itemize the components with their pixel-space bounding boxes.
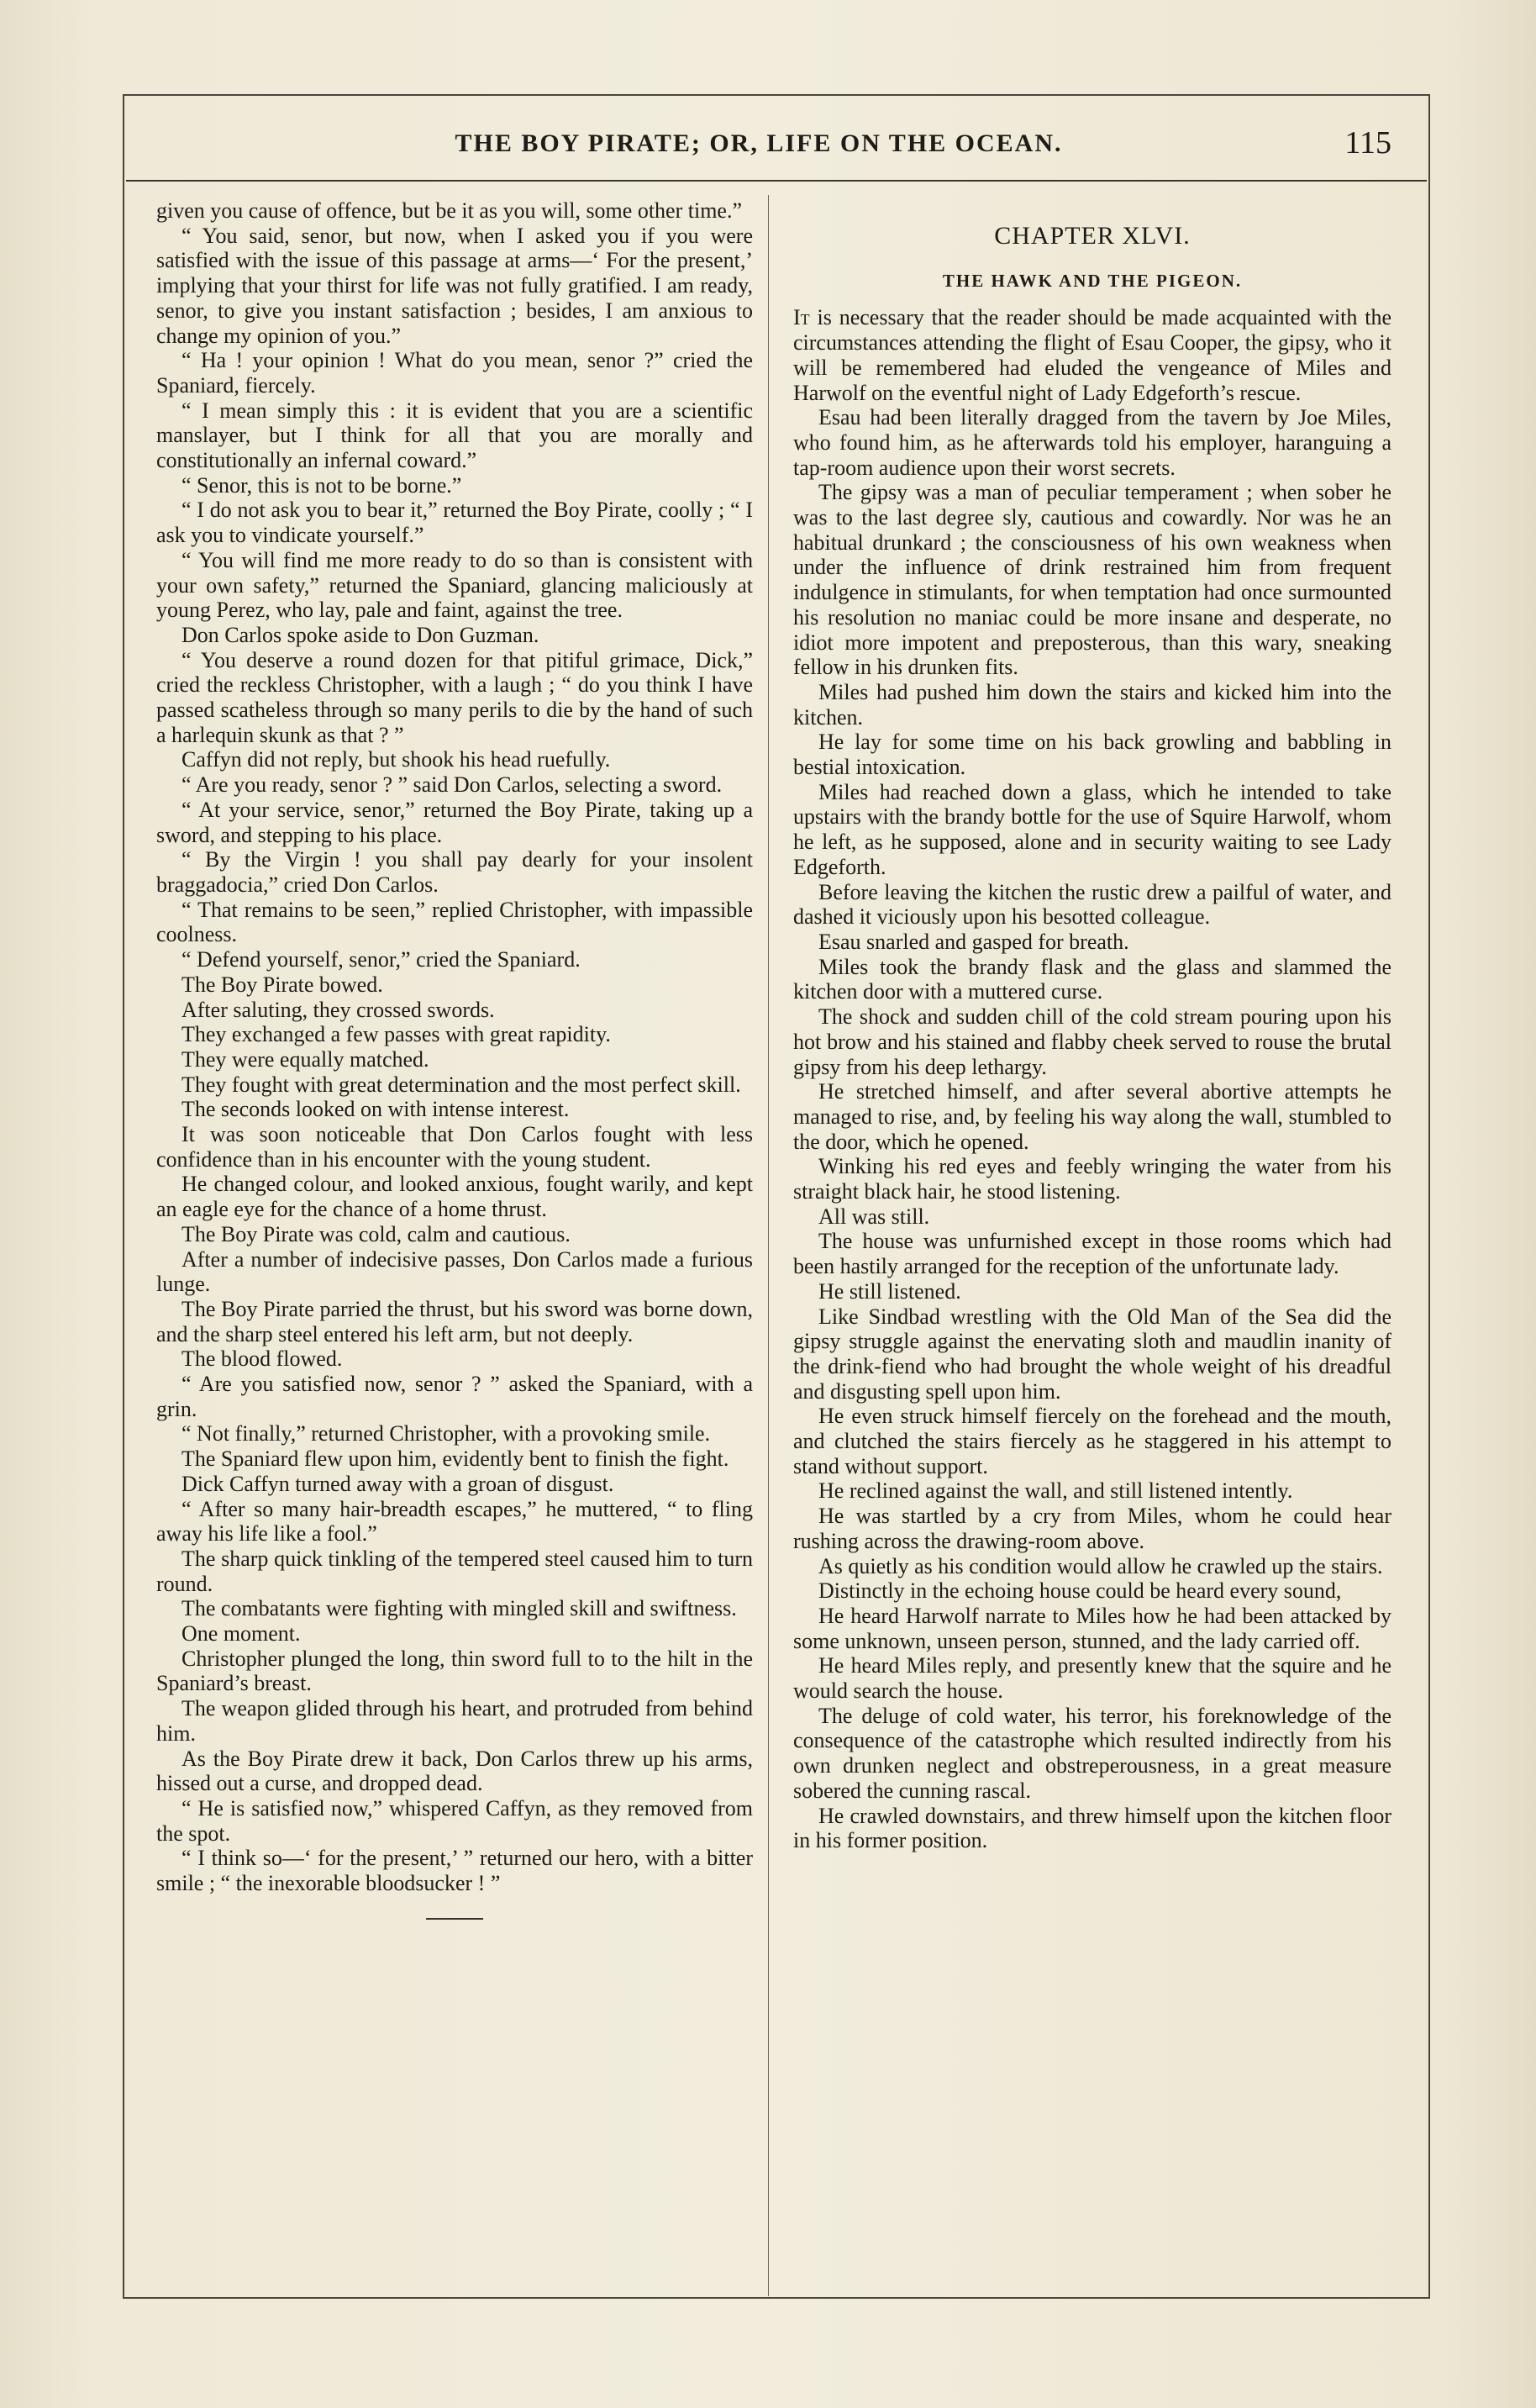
paragraph: The blood flowed. xyxy=(181,1346,343,1372)
paragraph: The shock and sudden chill of the cold stream pouring upon his hot brow and his stained and flabby cheek served to rouse the brutal gipsy from his deep lethargy. xyxy=(793,1004,1391,1079)
paragraph: Miles had reached down a glass, which he intended to take upstairs with the brandy bottle for the use of Squire Harwolf, whom he left, as he supposed, alone and in security waiting to see Lady Edgeforth. xyxy=(793,779,1391,879)
paragraph: The sharp quick tinkling of the tempered steel caused him to turn round. xyxy=(156,1546,753,1596)
paragraph: “ Are you satisfied now, senor ? ” asked the Spaniard, with a grin. xyxy=(156,1372,753,1421)
paragraph: “ You will find me more ready to do so than is consistent with your own safety,” returned the Spaniard, glancing maliciously at young Perez, who lay, pale and faint, against the tree. xyxy=(156,547,753,623)
paragraph: “ Senor, this is not to be borne.” xyxy=(181,472,462,498)
paragraph: The Boy Pirate bowed. xyxy=(181,972,383,997)
paragraph: “ You deserve a round dozen for that pitiful grimace, Dick,” cried the reckless Christopher, with a laugh ; “ do you think I have passed scatheless through so many perils to die by the hand of such a harlequin skunk as that ? ” xyxy=(156,647,753,747)
paragraph: “ Defend yourself, senor,” cried the Spaniard. xyxy=(181,947,581,972)
paragraph: As the Boy Pirate drew it back, Don Carlos threw up his arms, hissed out a curse, and dropped dead. xyxy=(156,1746,753,1796)
paragraph: It was soon noticeable that Don Carlos fought with less confidence than in his encounter with the young student. xyxy=(156,1122,753,1172)
paragraph: He stretched himself, and after several abortive attempts he managed to rise, and, by feeling his way along the wall, stumbled to the door, which he opened. xyxy=(793,1079,1391,1154)
paragraph: Miles had pushed him down the stairs and kicked him into the kitchen. xyxy=(793,679,1391,730)
paragraph: Caffyn did not reply, but shook his head ruefully. xyxy=(181,747,611,772)
paragraph: The house was unfurnished except in those rooms which had been hastily arranged for the reception of the unfortunate lady. xyxy=(793,1229,1391,1279)
paragraph: They fought with great determination and the most perfect skill. xyxy=(181,1072,741,1097)
paragraph: “ Are you ready, senor ? ” said Don Carlos, selecting a sword. xyxy=(181,772,723,798)
paragraph: Like Sindbad wrestling with the Old Man of the Sea did the gipsy struggle against the enervating sloth and maudlin inanity of the drink-fiend who had brought the whole weight of his dreadful and disgusting spell upon him. xyxy=(793,1304,1391,1404)
column-divider xyxy=(768,195,769,2296)
paragraph: Esau had been literally dragged from the tavern by Joe Miles, who found him, as he afterwards told his employer, haranguing a tap-room audience upon their worst secrets. xyxy=(793,405,1391,480)
paragraph: The deluge of cold water, his terror, his foreknowledge of the consequence of the catastrophe which resulted indirectly from his own drunken neglect and obstreperousness, in a great measure sobered the cunning rascal. xyxy=(793,1703,1391,1803)
paragraph: The Boy Pirate was cold, calm and cautious. xyxy=(181,1221,571,1246)
paragraph: “ Not finally,” returned Christopher, with a provoking smile. xyxy=(181,1421,711,1446)
paragraph: All was still. xyxy=(818,1204,930,1229)
paragraph: The Boy Pirate parried the thrust, but his sword was borne down, and the sharp steel entered his left arm, but not deeply. xyxy=(156,1296,753,1346)
chapter-subtitle: THE HAWK AND THE PIGEON. xyxy=(942,270,1243,291)
paragraph: After saluting, they crossed swords. xyxy=(181,997,495,1022)
paragraph: They exchanged a few passes with great rapidity. xyxy=(181,1022,611,1047)
paragraph: The Spaniard flew upon him, evidently bent to finish the fight. xyxy=(181,1446,729,1472)
paragraph: After a number of indecisive passes, Don Carlos made a furious lunge. xyxy=(156,1246,753,1297)
opening-word: It xyxy=(793,305,810,330)
paragraph: The seconds looked on with intense interest. xyxy=(181,1097,570,1122)
paragraph: Dick Caffyn turned away with a groan of disgust. xyxy=(181,1471,614,1496)
paragraph: As quietly as his condition would allow he crawled up the stairs. xyxy=(818,1553,1383,1578)
running-title: THE BOY PIRATE; OR, LIFE ON THE OCEAN. xyxy=(455,129,1063,157)
paragraph: Don Carlos spoke aside to Don Guzman. xyxy=(181,622,539,647)
paragraph: “ That remains to be seen,” replied Christopher, with impassible coolness. xyxy=(156,897,753,947)
page-header xyxy=(126,118,1391,168)
paragraph: “ At your service, senor,” returned the Boy Pirate, taking up a sword, and stepping to his place. xyxy=(156,797,753,847)
paragraph: He still listened. xyxy=(818,1278,961,1304)
paragraph: The weapon glided through his heart, and protruded from behind him. xyxy=(156,1696,753,1746)
paragraph: “ I mean simply this : it is evident that you are a scientific manslayer, but I think for all that you are morally and constitutionally an infernal coward.” xyxy=(156,398,753,473)
paragraph: The gipsy was a man of peculiar temperament ; when sober he was to the last degree sly, cautious and cowardly. Nor was he an habitual drunkard ; the consciousness of his own weakness when under the influence of drink restrained him from frequent indulgence in stimulants, for when temptation had once surmounted his resolution no maniac could be more insane and desperate, no idiot more impotent and preposterous, than this wary, sneaking fellow in his drunken fits. xyxy=(793,480,1391,680)
paragraph: He heard Miles reply, and presently knew that the squire and he would search the house. xyxy=(793,1653,1391,1704)
paragraph: He was startled by a cry from Miles, whom he could hear rushing across the drawing-room above. xyxy=(793,1504,1391,1553)
paragraph: “ I think so—‘ for the present,’ ” returned our hero, with a bitter smile ; “ the inexorable bloodsucker ! ” xyxy=(156,1846,753,1896)
paragraph: He even struck himself fiercely on the forehead and the mouth, and clutched the stairs fiercely as he staggered in his attempt to stand without support. xyxy=(793,1404,1391,1478)
paragraph: One moment. xyxy=(181,1621,301,1647)
header-rule xyxy=(126,180,1427,182)
page-number: 115 xyxy=(1344,125,1391,161)
paragraph: Distinctly in the echoing house could be heard every sound, xyxy=(818,1578,1342,1604)
paragraph: Winking his red eyes and feebly wringing the water from his straight black hair, he stood listening. xyxy=(793,1154,1391,1204)
paragraph: “ By the Virgin ! you shall pay dearly for your insolent braggadocia,” cried Don Carlos. xyxy=(156,847,753,897)
paragraph: He lay for some time on his back growling and babbling in bestial intoxication. xyxy=(793,730,1391,780)
paragraph: “ I do not ask you to bear it,” returned the Boy Pirate, coolly ; “ I ask you to vindicate yourself.” xyxy=(156,498,753,548)
paragraph: Before leaving the kitchen the rustic drew a pailful of water, and dashed it viciously upon his besotted colleague. xyxy=(793,879,1391,930)
paragraph: “ After so many hair-breadth escapes,” he muttered, “ to fling away his life like a fool.” xyxy=(156,1496,753,1546)
paragraph: Christopher plunged the long, thin sword full to to the hilt in the Spaniard’s breast. xyxy=(156,1646,753,1696)
paragraph: “ He is satisfied now,” whispered Caffyn, as they removed from the spot. xyxy=(156,1796,753,1846)
paragraph: He reclined against the wall, and still listened intently. xyxy=(818,1478,1293,1504)
right-column xyxy=(793,198,1391,1853)
paragraph: given you cause of offence, but be it as you will, some other time.” xyxy=(156,198,742,223)
paragraph: He changed colour, and looked anxious, fought warily, and kept an eagle eye for the chance of a home thrust. xyxy=(156,1172,753,1222)
paragraph: He crawled downstairs, and threw himself upon the kitchen floor in his former position. xyxy=(793,1803,1391,1853)
section-end-rule xyxy=(426,1918,483,1920)
paragraph: “ Ha ! your opinion ! What do you mean, senor ?” cried the Spaniard, fiercely. xyxy=(156,348,753,398)
paragraph: They were equally matched. xyxy=(181,1046,429,1072)
paragraph: “ You said, senor, but now, when I asked you if you were satisfied with the issue of this passage at arms—‘ For the present,’ implying that your thirst for life was not fully gratified. I am ready, senor, to give you instant satisfaction ; besides, I am anxious to change my opinion of you.” xyxy=(156,223,753,348)
paragraph: The combatants were fighting with mingled skill and swiftness. xyxy=(181,1596,737,1621)
opening-text: is necessary that the reader should be made acquainted with the circumstances attending the flight of Esau Cooper, the gipsy, who it will be remembered had eluded the vengeance of Miles and Harwolf on the eventful night of Lady Edgeforth’s rescue. xyxy=(793,305,1391,405)
left-column xyxy=(156,198,753,1920)
paragraph: Miles took the brandy flask and the glass and slammed the kitchen door with a muttered curse. xyxy=(793,954,1391,1004)
paragraph: Esau snarled and gasped for breath. xyxy=(818,929,1129,954)
chapter-opening-paragraph xyxy=(793,305,1391,405)
paragraph: He heard Harwolf narrate to Miles how he had been attacked by some unknown, unseen person, stunned, and the lady carried off. xyxy=(793,1603,1391,1653)
chapter-title: CHAPTER XLVI. xyxy=(994,222,1191,250)
